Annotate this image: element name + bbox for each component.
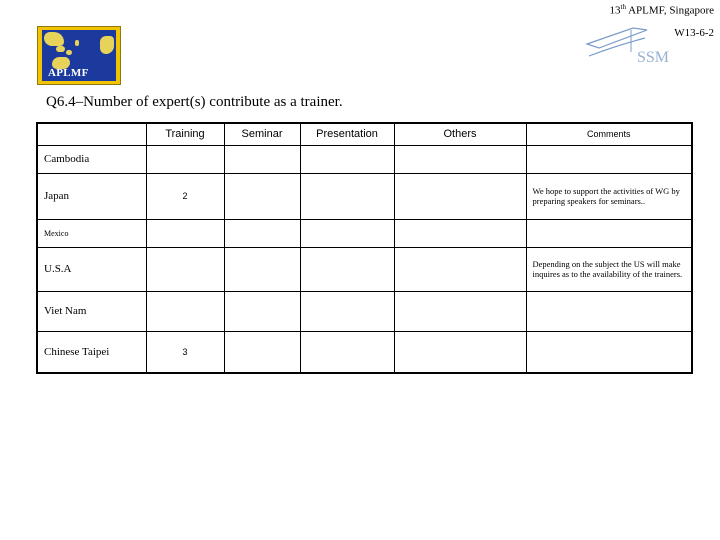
- trainer-table: [36, 122, 693, 374]
- country-cell: Cambodia: [37, 145, 146, 173]
- seminar-cell: [224, 145, 300, 173]
- country-cell: Viet Nam: [37, 291, 146, 331]
- comments-cell: We hope to support the activities of WG by preparing speakers for seminars..: [526, 173, 692, 219]
- training-cell: 3: [146, 331, 224, 373]
- country-cell: Mexico: [37, 219, 146, 247]
- others-cell: [394, 219, 526, 247]
- question-title: Q6.4–Number of expert(s) contribute as a trainer.: [46, 94, 343, 110]
- aplmf-logo: [37, 26, 121, 85]
- table-row: [37, 331, 692, 373]
- table-row: [37, 247, 692, 291]
- training-cell: [146, 247, 224, 291]
- comments-cell: [526, 331, 692, 373]
- others-cell: [394, 331, 526, 373]
- presentation-cell: [300, 331, 394, 373]
- header-presentation: Presentation: [300, 123, 394, 145]
- presentation-cell: [300, 219, 394, 247]
- table-row: [37, 173, 692, 219]
- seminar-cell: [224, 173, 300, 219]
- comments-cell: [526, 291, 692, 331]
- comments-cell: [526, 219, 692, 247]
- ssm-logo: [585, 26, 675, 76]
- document-id: W13-6-2: [674, 27, 714, 39]
- header-training: Training: [146, 123, 224, 145]
- seminar-cell: [224, 331, 300, 373]
- header-others: Others: [394, 123, 526, 145]
- table-row: [37, 219, 692, 247]
- header-seminar: Seminar: [224, 123, 300, 145]
- training-cell: [146, 291, 224, 331]
- aplmf-logo-text: APLMF: [48, 67, 89, 79]
- comments-cell: Depending on the subject the US will make inquires as to the availability of the trainers.: [526, 247, 692, 291]
- others-cell: [394, 291, 526, 331]
- training-cell: [146, 145, 224, 173]
- presentation-cell: [300, 173, 394, 219]
- seminar-cell: [224, 247, 300, 291]
- presentation-cell: [300, 247, 394, 291]
- country-cell: Chinese Taipei: [37, 331, 146, 373]
- seminar-cell: [224, 219, 300, 247]
- comments-cell: [526, 145, 692, 173]
- others-cell: [394, 173, 526, 219]
- header-comments: Comments: [526, 123, 692, 145]
- table-header-row: [37, 123, 692, 145]
- country-cell: U.S.A: [37, 247, 146, 291]
- presentation-cell: [300, 145, 394, 173]
- seminar-cell: [224, 291, 300, 331]
- header-country: [37, 123, 146, 145]
- others-cell: [394, 247, 526, 291]
- conference-header: 13th APLMF, Singapore: [609, 3, 714, 17]
- table-row: [37, 145, 692, 173]
- training-cell: [146, 219, 224, 247]
- training-cell: 2: [146, 173, 224, 219]
- table-row: [37, 291, 692, 331]
- ssm-logo-text: SSM: [637, 49, 670, 66]
- country-cell: Japan: [37, 173, 146, 219]
- presentation-cell: [300, 291, 394, 331]
- others-cell: [394, 145, 526, 173]
